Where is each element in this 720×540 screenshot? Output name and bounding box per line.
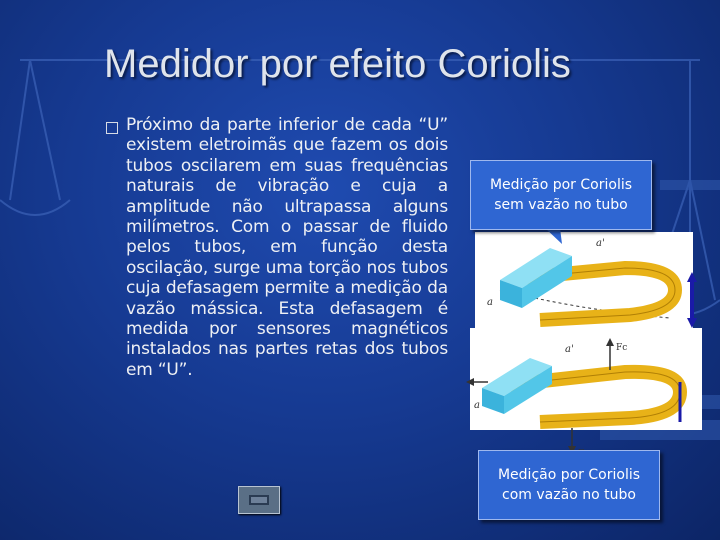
callout-with-flow-line1: Medição por Coriolis bbox=[497, 467, 641, 483]
callout-no-flow-line2: sem vazão no tubo bbox=[494, 197, 628, 213]
callout-no-flow-line1: Medição por Coriolis bbox=[489, 177, 633, 193]
action-button-icon bbox=[239, 487, 279, 513]
square-bullet-icon bbox=[106, 122, 118, 134]
callout-no-flow bbox=[470, 160, 652, 230]
slide-title: Medidor por efeito Coriolis bbox=[104, 42, 571, 86]
top-label-side: a bbox=[487, 297, 493, 308]
top-label-a-prime: a' bbox=[596, 238, 605, 249]
bullet-text: Próximo da parte inferior de cada “U” existem eletroimãs que fazem os dois tubos oscilarem em suas frequências naturais de vibração e cuja a amplitude não ultrapassa alguns milímetros. Com o passar de fluido pelos tubos, em função desta oscilação, surge uma torção nos tubos cuja defasagem permite a medição da vazão mássica. Esta defasagem é medida por sensores magnéticos instalados nas partes retas dos tubos em “U”. bbox=[126, 115, 448, 380]
bottom-label-a-prime: a' bbox=[565, 344, 574, 355]
label-force-up: Fc bbox=[616, 343, 628, 353]
bottom-label-side: a bbox=[474, 400, 480, 411]
action-button[interactable] bbox=[238, 486, 280, 514]
callout-with-flow bbox=[478, 450, 660, 520]
callout-with-flow-line2: com vazão no tubo bbox=[502, 487, 636, 503]
